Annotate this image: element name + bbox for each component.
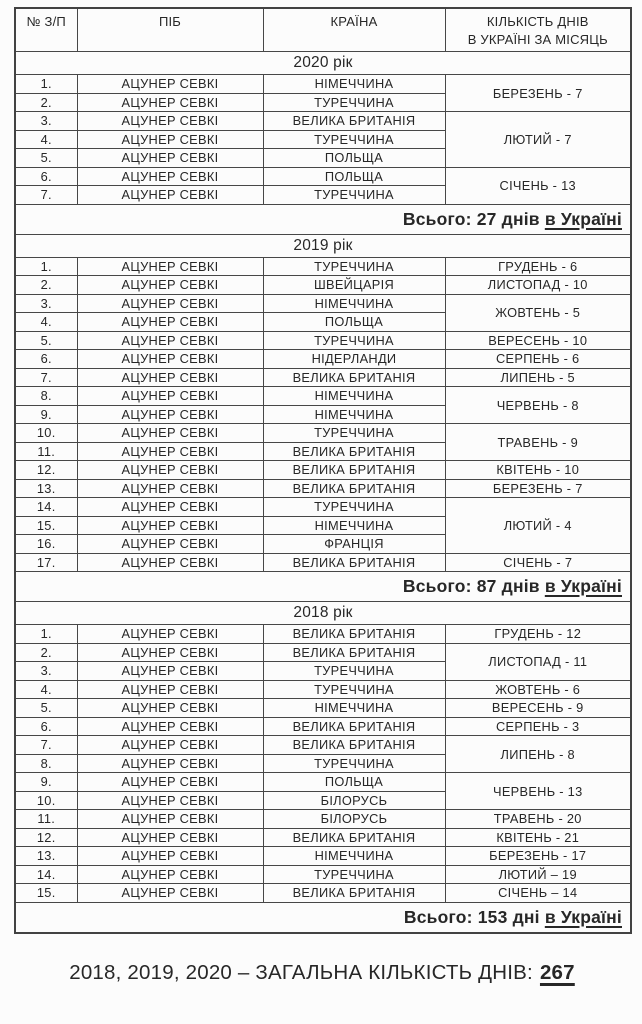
month-days-cell: ТРАВЕНЬ - 9 [445, 424, 631, 461]
table-row [15, 680, 631, 699]
person-name-cell: АЦУНЕР СЕВКІ [77, 257, 263, 276]
country-cell: ВЕЛИКА БРИТАНІЯ [263, 625, 445, 644]
row-number-cell: 15. [15, 884, 77, 903]
row-number-cell: 9. [15, 773, 77, 792]
country-cell: ТУРЕЧЧИНА [263, 424, 445, 443]
country-cell: НІДЕРЛАНДИ [263, 350, 445, 369]
country-cell: ВЕЛИКА БРИТАНІЯ [263, 717, 445, 736]
section-total-text: Всього: 153 дні [403, 906, 540, 927]
country-cell: ВЕЛИКА БРИТАНІЯ [263, 461, 445, 480]
person-name-cell: АЦУНЕР СЕВКІ [77, 294, 263, 313]
person-name-cell: АЦУНЕР СЕВКІ [77, 424, 263, 443]
table-body [15, 52, 631, 933]
row-number-cell: 2. [15, 643, 77, 662]
country-cell: ВЕЛИКА БРИТАНІЯ [263, 368, 445, 387]
person-name-cell: АЦУНЕР СЕВКІ [77, 516, 263, 535]
country-cell: ФРАНЦІЯ [263, 535, 445, 554]
row-number-cell: 8. [15, 754, 77, 773]
month-days-cell: БЕРЕЗЕНЬ - 17 [445, 847, 631, 866]
table-row [15, 553, 631, 572]
column-header-number: № З/П [15, 8, 77, 52]
country-cell: ТУРЕЧЧИНА [263, 257, 445, 276]
person-name-cell: АЦУНЕР СЕВКІ [77, 498, 263, 517]
row-number-cell: 4. [15, 313, 77, 332]
country-cell: ВЕЛИКА БРИТАНІЯ [263, 553, 445, 572]
country-cell: ВЕЛИКА БРИТАНІЯ [263, 736, 445, 755]
country-cell: ТУРЕЧЧИНА [263, 130, 445, 149]
person-name-cell: АЦУНЕР СЕВКІ [77, 442, 263, 461]
country-cell: ТУРЕЧЧИНА [263, 93, 445, 112]
country-cell: ТУРЕЧЧИНА [263, 331, 445, 350]
person-name-cell: АЦУНЕР СЕВКІ [77, 699, 263, 718]
table-row [15, 643, 631, 662]
person-name-cell: АЦУНЕР СЕВКІ [77, 313, 263, 332]
row-number-cell: 6. [15, 717, 77, 736]
row-number-cell: 2. [15, 276, 77, 295]
person-name-cell: АЦУНЕР СЕВКІ [77, 828, 263, 847]
country-cell: ПОЛЬЩА [263, 773, 445, 792]
person-name-cell: АЦУНЕР СЕВКІ [77, 130, 263, 149]
country-cell: НІМЕЧЧИНА [263, 516, 445, 535]
month-days-cell: БЕРЕЗЕНЬ - 7 [445, 479, 631, 498]
row-number-cell: 1. [15, 625, 77, 644]
table-row [15, 717, 631, 736]
person-name-cell: АЦУНЕР СЕВКІ [77, 625, 263, 644]
table-row [15, 424, 631, 443]
person-name-cell: АЦУНЕР СЕВКІ [77, 75, 263, 94]
row-number-cell: 9. [15, 405, 77, 424]
column-header-country: КРАЇНА [263, 8, 445, 52]
person-name-cell: АЦУНЕР СЕВКІ [77, 773, 263, 792]
country-cell: НІМЕЧЧИНА [263, 847, 445, 866]
row-number-cell: 4. [15, 680, 77, 699]
person-name-cell: АЦУНЕР СЕВКІ [77, 791, 263, 810]
year-label: 2020 рік [15, 52, 631, 75]
row-number-cell: 12. [15, 461, 77, 480]
country-cell: ТУРЕЧЧИНА [263, 662, 445, 681]
country-cell: НІМЕЧЧИНА [263, 75, 445, 94]
row-number-cell: 10. [15, 791, 77, 810]
person-name-cell: АЦУНЕР СЕВКІ [77, 535, 263, 554]
country-cell: ПОЛЬЩА [263, 149, 445, 168]
country-cell: ШВЕЙЦАРІЯ [263, 276, 445, 295]
person-name-cell: АЦУНЕР СЕВКІ [77, 810, 263, 829]
table-row [15, 810, 631, 829]
table-row [15, 498, 631, 517]
row-number-cell: 13. [15, 479, 77, 498]
year-row [15, 602, 631, 625]
country-cell: ТУРЕЧЧИНА [263, 680, 445, 699]
person-name-cell: АЦУНЕР СЕВКІ [77, 736, 263, 755]
table-row [15, 350, 631, 369]
month-days-cell: ВЕРЕСЕНЬ - 10 [445, 331, 631, 350]
person-name-cell: АЦУНЕР СЕВКІ [77, 461, 263, 480]
table-row [15, 699, 631, 718]
country-cell: ВЕЛИКА БРИТАНІЯ [263, 442, 445, 461]
row-number-cell: 7. [15, 186, 77, 205]
row-number-cell: 3. [15, 294, 77, 313]
section-total-cell [15, 572, 631, 602]
person-name-cell: АЦУНЕР СЕВКІ [77, 368, 263, 387]
month-days-cell: СЕРПЕНЬ - 6 [445, 350, 631, 369]
year-label: 2018 рік [15, 602, 631, 625]
country-cell: ТУРЕЧЧИНА [263, 865, 445, 884]
month-days-cell: КВІТЕНЬ - 10 [445, 461, 631, 480]
country-cell: ВЕЛИКА БРИТАНІЯ [263, 112, 445, 131]
person-name-cell: АЦУНЕР СЕВКІ [77, 331, 263, 350]
year-label: 2019 рік [15, 234, 631, 257]
table-row [15, 112, 631, 131]
person-name-cell: АЦУНЕР СЕВКІ [77, 350, 263, 369]
row-number-cell: 17. [15, 553, 77, 572]
row-number-cell: 5. [15, 331, 77, 350]
row-number-cell: 7. [15, 368, 77, 387]
person-name-cell: АЦУНЕР СЕВКІ [77, 662, 263, 681]
person-name-cell: АЦУНЕР СЕВКІ [77, 847, 263, 866]
person-name-cell: АЦУНЕР СЕВКІ [77, 93, 263, 112]
row-number-cell: 12. [15, 828, 77, 847]
section-total-underlined: в Україні [544, 208, 622, 229]
person-name-cell: АЦУНЕР СЕВКІ [77, 754, 263, 773]
table-row [15, 847, 631, 866]
row-number-cell: 10. [15, 424, 77, 443]
person-name-cell: АЦУНЕР СЕВКІ [77, 405, 263, 424]
row-number-cell: 15. [15, 516, 77, 535]
row-number-cell: 11. [15, 442, 77, 461]
person-name-cell: АЦУНЕР СЕВКІ [77, 149, 263, 168]
section-total-cell [15, 204, 631, 234]
country-cell: НІМЕЧЧИНА [263, 405, 445, 424]
row-number-cell: 1. [15, 257, 77, 276]
month-days-cell: ЛЮТИЙ – 19 [445, 865, 631, 884]
table-row [15, 884, 631, 903]
row-number-cell: 14. [15, 865, 77, 884]
country-cell: ТУРЕЧЧИНА [263, 498, 445, 517]
country-cell: НІМЕЧЧИНА [263, 294, 445, 313]
person-name-cell: АЦУНЕР СЕВКІ [77, 680, 263, 699]
row-number-cell: 3. [15, 662, 77, 681]
table-row [15, 479, 631, 498]
table-row [15, 828, 631, 847]
table-row [15, 257, 631, 276]
person-name-cell: АЦУНЕР СЕВКІ [77, 167, 263, 186]
table-row [15, 75, 631, 94]
row-number-cell: 6. [15, 350, 77, 369]
person-name-cell: АЦУНЕР СЕВКІ [77, 643, 263, 662]
month-days-cell: ЖОВТЕНЬ - 6 [445, 680, 631, 699]
row-number-cell: 11. [15, 810, 77, 829]
person-name-cell: АЦУНЕР СЕВКІ [77, 884, 263, 903]
row-number-cell: 1. [15, 75, 77, 94]
month-days-cell: ЛИПЕНЬ - 5 [445, 368, 631, 387]
section-total-underlined: в Україні [544, 576, 622, 597]
section-total-cell [15, 902, 631, 933]
header-row [15, 8, 631, 52]
table-row [15, 461, 631, 480]
person-name-cell: АЦУНЕР СЕВКІ [77, 865, 263, 884]
table-row [15, 331, 631, 350]
travel-days-table [14, 7, 632, 934]
table-row [15, 865, 631, 884]
month-days-cell: ВЕРЕСЕНЬ - 9 [445, 699, 631, 718]
table-row [15, 167, 631, 186]
month-days-cell: СІЧЕНЬ - 13 [445, 167, 631, 204]
row-number-cell: 8. [15, 387, 77, 406]
month-days-cell: ЛИПЕНЬ - 8 [445, 736, 631, 773]
table-row [15, 773, 631, 792]
country-cell: НІМЕЧЧИНА [263, 387, 445, 406]
person-name-cell: АЦУНЕР СЕВКІ [77, 112, 263, 131]
table-row [15, 387, 631, 406]
table-row [15, 625, 631, 644]
country-cell: ПОЛЬЩА [263, 313, 445, 332]
row-number-cell: 5. [15, 699, 77, 718]
month-days-cell: ЧЕРВЕНЬ - 13 [445, 773, 631, 810]
country-cell: БІЛОРУСЬ [263, 810, 445, 829]
month-days-cell: ЧЕРВЕНЬ - 8 [445, 387, 631, 424]
country-cell: ТУРЕЧЧИНА [263, 186, 445, 205]
month-days-cell: СІЧЕНЬ – 14 [445, 884, 631, 903]
table-row [15, 294, 631, 313]
month-days-cell: КВІТЕНЬ - 21 [445, 828, 631, 847]
month-days-cell: ЛЮТИЙ - 4 [445, 498, 631, 554]
section-total-row [15, 204, 631, 234]
country-cell: ПОЛЬЩА [263, 167, 445, 186]
person-name-cell: АЦУНЕР СЕВКІ [77, 479, 263, 498]
month-days-cell: ГРУДЕНЬ - 6 [445, 257, 631, 276]
row-number-cell: 6. [15, 167, 77, 186]
country-cell: ВЕЛИКА БРИТАНІЯ [263, 828, 445, 847]
section-total-row [15, 902, 631, 933]
section-total-underlined: в Україні [544, 906, 622, 927]
grand-total-line [14, 961, 630, 985]
month-days-cell: ЖОВТЕНЬ - 5 [445, 294, 631, 331]
row-number-cell: 7. [15, 736, 77, 755]
row-number-cell: 16. [15, 535, 77, 554]
row-number-cell: 3. [15, 112, 77, 131]
country-cell: ВЕЛИКА БРИТАНІЯ [263, 884, 445, 903]
country-cell: ВЕЛИКА БРИТАНІЯ [263, 643, 445, 662]
year-row [15, 52, 631, 75]
month-days-cell: ЛЮТИЙ - 7 [445, 112, 631, 168]
row-number-cell: 4. [15, 130, 77, 149]
section-total-row [15, 572, 631, 602]
table-row [15, 368, 631, 387]
grand-total-value: 267 [539, 960, 575, 984]
month-days-cell: СЕРПЕНЬ - 3 [445, 717, 631, 736]
row-number-cell: 14. [15, 498, 77, 517]
section-total-text: Всього: 27 днів [402, 208, 540, 229]
column-header-days-line1: КІЛЬКІСТЬ ДНІВ [486, 14, 589, 29]
section-total-text: Всього: 87 днів [402, 576, 540, 597]
row-number-cell: 2. [15, 93, 77, 112]
month-days-cell: ТРАВЕНЬ - 20 [445, 810, 631, 829]
row-number-cell: 5. [15, 149, 77, 168]
month-days-cell: ЛИСТОПАД - 11 [445, 643, 631, 680]
row-number-cell: 13. [15, 847, 77, 866]
table-row [15, 736, 631, 755]
person-name-cell: АЦУНЕР СЕВКІ [77, 553, 263, 572]
grand-total-text: 2018, 2019, 2020 – ЗАГАЛЬНА КІЛЬКІСТЬ ДНІВ: [69, 960, 533, 984]
person-name-cell: АЦУНЕР СЕВКІ [77, 276, 263, 295]
table-row [15, 276, 631, 295]
column-header-days [445, 8, 631, 52]
year-row [15, 234, 631, 257]
country-cell: ВЕЛИКА БРИТАНІЯ [263, 479, 445, 498]
person-name-cell: АЦУНЕР СЕВКІ [77, 186, 263, 205]
column-header-fullname: ПІБ [77, 8, 263, 52]
person-name-cell: АЦУНЕР СЕВКІ [77, 387, 263, 406]
month-days-cell: БЕРЕЗЕНЬ - 7 [445, 75, 631, 112]
country-cell: НІМЕЧЧИНА [263, 699, 445, 718]
month-days-cell: СІЧЕНЬ - 7 [445, 553, 631, 572]
country-cell: ТУРЕЧЧИНА [263, 754, 445, 773]
month-days-cell: ГРУДЕНЬ - 12 [445, 625, 631, 644]
person-name-cell: АЦУНЕР СЕВКІ [77, 717, 263, 736]
column-header-days-line2: В УКРАЇНІ ЗА МІСЯЦЬ [467, 31, 608, 47]
country-cell: БІЛОРУСЬ [263, 791, 445, 810]
month-days-cell: ЛИСТОПАД - 10 [445, 276, 631, 295]
